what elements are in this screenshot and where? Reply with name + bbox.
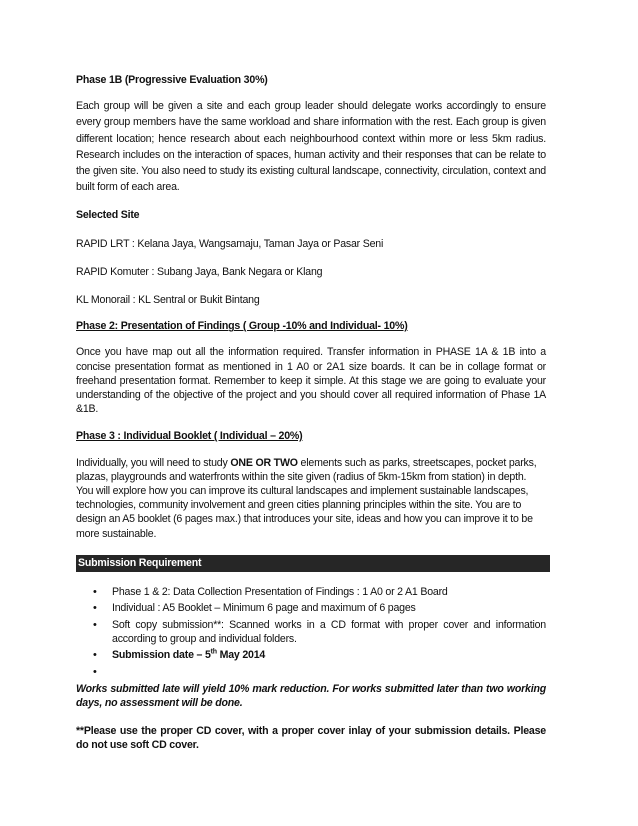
phase2-heading: Phase 2: Presentation of Findings ( Group -10% and Individual- 10%)	[76, 320, 408, 333]
submission-heading-bar: Submission Requirement	[76, 555, 550, 572]
site-rapid-komuter: RAPID Komuter : Subang Jaya, Bank Negara or Klang	[76, 265, 323, 278]
phase2-body: Once you have map out all the information required. Transfer information in PHASE 1A & 1B into a concise presentation format as mentioned in 1 A0 or 2A1 size boards. It can be in collage format or freehand presentation format. Remember to keep it simple. At this stage we are going to evaluate your understanding of the objective of the project and you should cover all required information of Phase 1A &1B.	[76, 346, 546, 416]
submission-item-text: Individual : A5 Booklet – Minimum 6 page and maximum of 6 pages	[112, 602, 416, 615]
bullet-icon: •	[93, 665, 97, 678]
submission-date	[112, 649, 265, 661]
phase3-body-end: elements such as parks, streetscapes, pocket parks, plazas, playgrounds and waterfronts within the site given (radius of 5km-15km from station) in depth. You will explore how you can improve its cultural landscapes and implement sustainable landscapes, technologies, community involvement and green cities planning principles within the site. You are to design an A5 booklet (6 pages max.) that introduces your site, ideas and how you can improve it to be more sustainable.	[76, 456, 537, 540]
cd-cover-note: **Please use the proper CD cover, with a proper cover inlay of your submission details. Please do not use soft CD cover.	[76, 724, 546, 752]
list-item	[76, 586, 546, 600]
phase1b-heading: Phase 1B (Progressive Evaluation 30%)	[76, 74, 268, 86]
submission-date-sup: th	[210, 648, 217, 656]
bullet-icon: •	[93, 619, 97, 632]
list-item	[76, 649, 546, 663]
submission-date-prefix: Submission date – 5	[112, 649, 211, 662]
late-submission-warning: Works submitted late will yield 10% mark reduction. For works submitted later than two working days, no assessment will be done.	[76, 682, 546, 710]
bullet-icon: •	[93, 585, 97, 598]
bullet-icon: •	[93, 649, 97, 662]
submission-item-text: Soft copy submission**: Scanned works in a CD format with proper cover and information according to group and individual folders.	[112, 619, 546, 645]
phase3-body	[76, 456, 546, 541]
phase3-body-emphasis: ONE OR TWO	[230, 456, 298, 469]
list-item	[76, 619, 546, 646]
site-kl-monorail: KL Monorail : KL Sentral or Bukit Bintang	[76, 294, 260, 307]
list-item-empty	[76, 666, 546, 679]
phase3-body-start: Individually, you will need to study	[76, 456, 231, 469]
submission-list	[76, 586, 546, 679]
selected-site-heading: Selected Site	[76, 209, 140, 222]
phase3-heading: Phase 3 : Individual Booklet ( Individual – 20%)	[76, 430, 303, 443]
bullet-icon: •	[93, 602, 97, 615]
site-rapid-lrt: RAPID LRT : Kelana Jaya, Wangsamaju, Taman Jaya or Pasar Seni	[76, 237, 384, 250]
list-item	[76, 602, 546, 616]
phase1b-body: Each group will be given a site and each group leader should delegate works accordingly to ensure every group members have the same workload and share information with the rest. Each group is given different location; hence research about each neighbourhood context within more or less 5km radius. Research includes on the interaction of spaces, human activity and their responses that can be relate to the given site. You also need to study its existing cultural landscape, connectivity, circulation, context and built form of each area.	[76, 100, 546, 194]
submission-date-suffix: May 2014	[216, 649, 266, 662]
submission-item-text: Phase 1 & 2: Data Collection Presentation of Findings : 1 A0 or 2 A1 Board	[112, 585, 448, 598]
